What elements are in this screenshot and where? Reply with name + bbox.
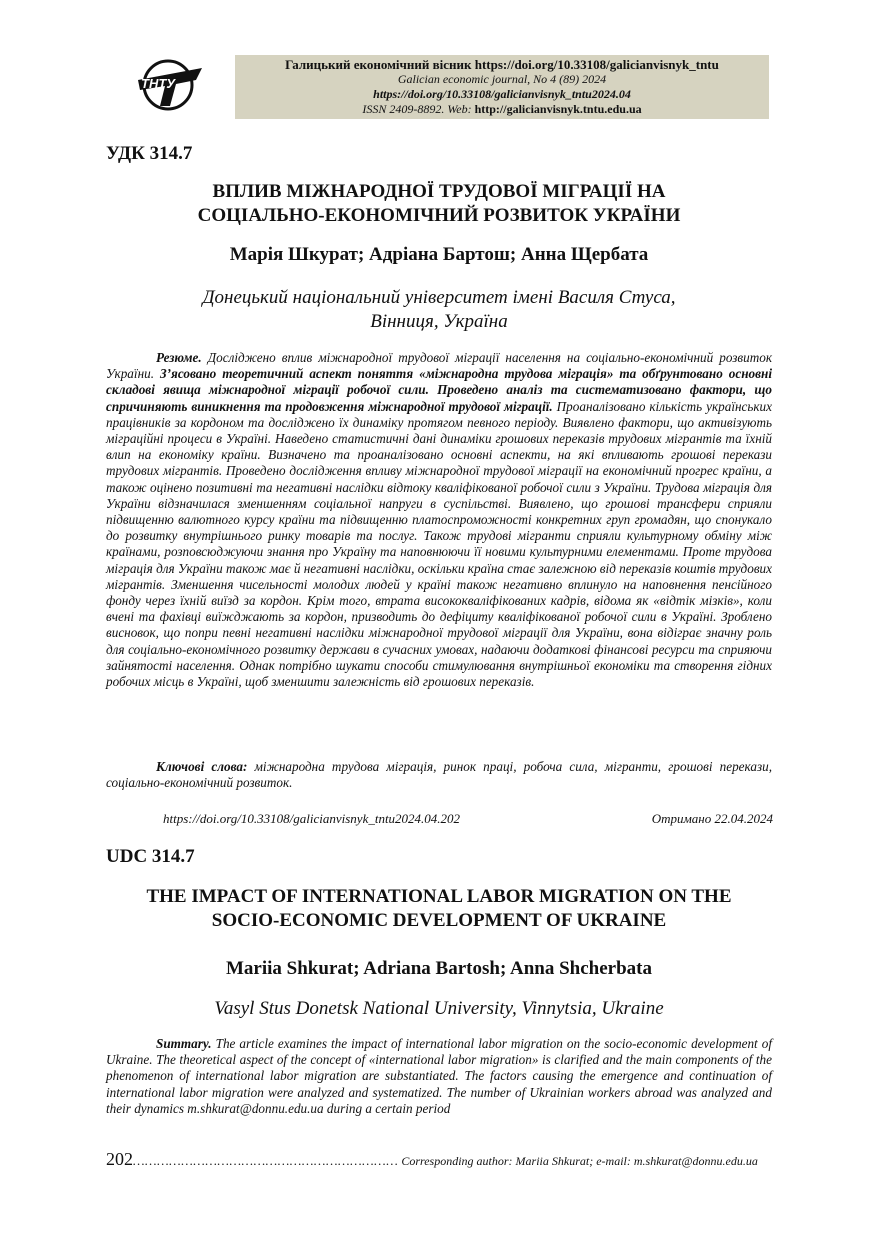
tntu-logo [130,54,210,116]
abstract-bold: З’ясовано теоретичний аспект поняття «міжнародна трудова міграція» та обґрунтовано основні складові явища міжнародної міграції робочої сили. Проведено аналіз та систематизовано фактори, що спричиняють виникнення та продовження міжнародної трудової міграції. [106,366,773,414]
title-uk-line-2: СОЦІАЛЬНО-ЕКОНОМІЧНИЙ РОЗВИТОК УКРАЇНИ [197,205,681,226]
journal-header [235,55,769,119]
abstract-lead: Резюме. [156,350,202,365]
udk-code: УДК 314.7 [106,143,193,164]
summary-lead: Summary. [156,1036,212,1051]
title-ukrainian [106,180,772,228]
received-date: Отримано 22.04.2024 [651,811,773,826]
affil-uk-line-1: Донецький національний університет імені Василя Стуса, [202,287,676,308]
summary-english [106,1036,772,1117]
journal-line-1: Галицький економічний вісник https://doi.org/10.33108/galicianvisnyk_tntu [285,57,719,72]
affiliation-ukrainian [106,286,772,334]
journal-line-4 [235,102,769,117]
title-uk-line-1: ВПЛИВ МІЖНАРОДНОЇ ТРУДОВОЇ МІГРАЦІЇ НА [212,181,666,202]
affil-uk-line-2: Вінниця, Україна [370,311,508,332]
issn-text: ISSN 2409-8892. Web: [362,102,475,116]
footer-dots: ………………………………………………………… [133,1153,399,1168]
authors-ukrainian: Марія Шкурат; Адріана Бартош; Анна Щербата [229,244,649,265]
keywords-lead: Ключові слова: [156,759,248,774]
page-number: 202 [106,1149,133,1169]
authors-english: Mariia Shkurat; Adriana Bartosh; Anna Shcherbata [226,958,652,979]
udc-code: UDC 314.7 [106,846,195,867]
page-footer [106,1149,774,1170]
keywords-ukrainian [106,759,772,791]
title-english [106,885,772,933]
journal-line-3: https://doi.org/10.33108/galicianvisnyk_tntu2024.04 [373,87,631,101]
title-en-line-2: SOCIO-ECONOMIC DEVELOPMENT OF UKRAINE [211,910,667,931]
journal-website[interactable]: http://galicianvisnyk.tntu.edu.ua [474,102,642,116]
affiliation-english: Vasyl Stus Donetsk National University, Vinnytsia, Ukraine [214,998,664,1019]
journal-line-2: Galician economic journal, No 4 (89) 2024 [397,72,607,86]
corresponding-author: Corresponding author: Mariia Shkurat; e-mail: m.shkurat@donnu.edu.ua [398,1154,758,1168]
abstract-part-2: Проаналізовано кількість українських працівників за кордоном та досліджено їх динаміку протягом певного періоду. Виявлено фактори, що активізують міграційні процеси в Україні. Наведено статистичні дані динаміки грошових переказів трудових мігрантів та їхній влип на економіку країни. Визначено та проаналізовано основні аспекти, на які впливають грошові перекази трудових мігрантів. Проведено дослідження впливу міжнародної трудової міграції на економічний прогрес країни, а також оцінено позитивні та негативні наслідки відтоку кваліфікованої робочої сили з України. Трудова міграція для України відзначилася зменшенням соціальної напруги в суспільстві. Виявлено, що грошові трансфери сприяли підвищенню валютного курсу країни та підвищенню платоспроможності конкретних груп громадян, що спонукало до розвитку внутрішнього ринку товарів та послуг. Також трудові мігранти сприяли культурному обміну між країнами, розповсюджуючи знання про Україну та наповнюючи її новими культурними елементами. Проте трудова міграція для України також має й негативні наслідки, оскільки країна стає залежною від переказів коштів трудових мігрантів. Зменшення чисельності молодих людей у країні також негативно вплинуло на наповнення пенсійного фонду через їхній виїзд за кордон. Крім того, втрата висококваліфікованих кадрів, відома як «відтік мізків», коли вчені та фахівці виїжджають за кордон, призводить до дефіциту кваліфікованої робочої сили в Україні. Зроблено висновок, що попри певні негативні наслідки міжнародної трудової міграції для України, вона відіграє значну роль для соціально-економічного розвитку держави в сучасних умовах, надаючи додаткові фінансові ресурси та сприяючи зайнятості населення. Однак потрібно шукати способи стимулювання внутрішньої економіки та створення гідних робочих місць в Україні, щоб зменшити залежність від грошових переказів. [106,398,772,690]
summary-text: The article examines the impact of international labor migration on the socio-economic development of Ukraine. The theoretical aspect of the concept of «international labor migration» is clarified and the main components of the phenomenon of international labor migration are substantiated. The factors causing the emergence and continuation of international labor migration were analyzed and systematized. The number of Ukrainian workers abroad was analyzed and their dynamics m.shkurat@donnu.edu.ua during a certain period [106,1036,772,1116]
title-en-line-1: THE IMPACT OF INTERNATIONAL LABOR MIGRATION ON THE [146,886,732,907]
logo-text: ТНТУ [141,76,176,91]
keywords-text: міжнародна трудова міграція, ринок праці, робоча сила, мігранти, грошові перекази, соціально-економічний розвиток. [106,759,772,791]
abstract-part-1: Досліджено вплив міжнародної трудової міграції населення на соціально-економічний розвиток України. [106,350,772,382]
abstract-ukrainian [106,350,772,690]
article-doi[interactable]: https://doi.org/10.33108/galicianvisnyk_tntu2024.04.202 [163,811,461,826]
